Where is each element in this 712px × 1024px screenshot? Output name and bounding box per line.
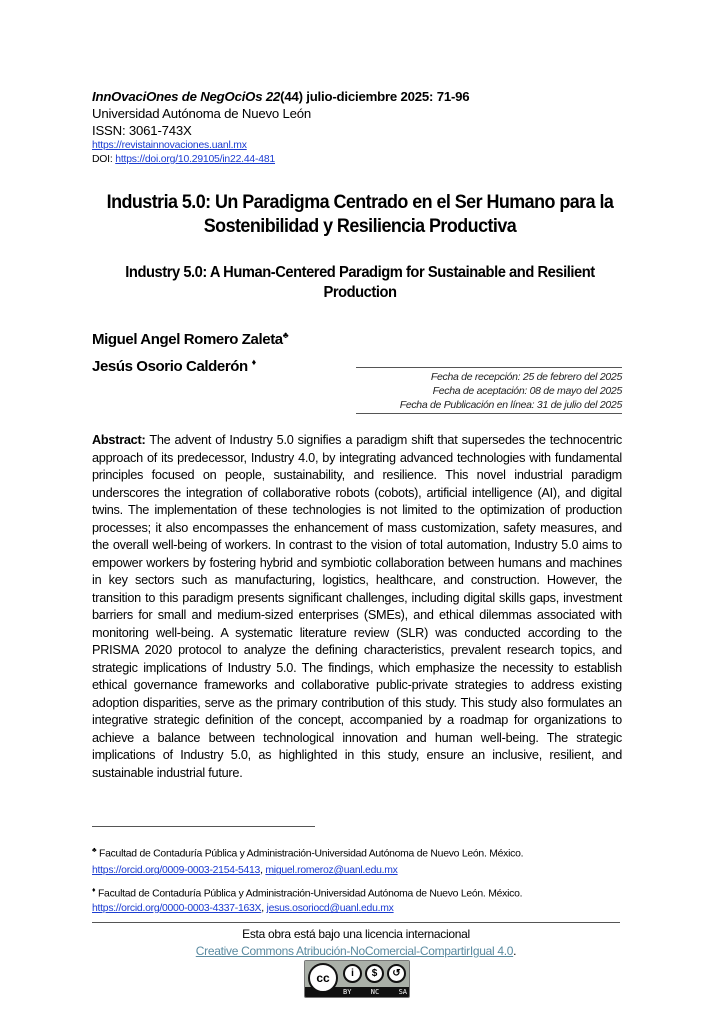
title-spanish: Industria 5.0: Un Paradigma Centrado en el Ser Humano para la Sostenibilidad y Resiliencia Productiva <box>106 191 614 237</box>
doi-link[interactable]: https://doi.org/10.29105/in22.44-481 <box>115 154 276 165</box>
orcid-link[interactable]: https://orcid.org/0009-0003-2154-5413 <box>92 865 261 877</box>
by-label: BY <box>343 988 352 996</box>
author-list <box>92 324 288 378</box>
journal-header <box>92 88 632 167</box>
author-1 <box>92 324 288 351</box>
license-divider <box>92 922 620 923</box>
nc-label: NC <box>370 988 380 996</box>
footnote-affiliation: Facultad de Contaduría Pública y Administración-Universidad Autónoma de Nuevo León. México. <box>96 848 524 860</box>
cc-by-nc-sa-badge[interactable] <box>304 960 410 998</box>
period: . <box>513 944 517 958</box>
creative-commons-link[interactable]: Creative Commons Atribución-NoComercial-CompartirIgual 4.0 <box>195 944 514 958</box>
separator: , <box>261 902 267 914</box>
author-2 <box>92 351 288 378</box>
date-received: Fecha de recepción: 25 de febrero del 2025 <box>430 371 622 383</box>
diamond-footnote-mark-icon: ♦ <box>92 887 96 895</box>
sa-label: SA <box>398 988 407 996</box>
email-link[interactable]: jesus.osoriocd@uanl.edu.mx <box>266 902 394 914</box>
journal-volume: 22 <box>265 89 281 104</box>
title-english: Industry 5.0: A Human-Centered Paradigm for Sustainable and Resilient Production <box>125 264 595 301</box>
badge-labels <box>343 987 407 997</box>
license-text: Esta obra está bajo una licencia internacional <box>242 927 470 941</box>
abstract <box>92 432 622 782</box>
club-footnote-mark-icon: ♣ <box>92 847 97 854</box>
journal-website-link[interactable]: https://revistainnovaciones.uanl.mx <box>92 140 247 151</box>
issn: ISSN: 3061-743X <box>92 123 192 138</box>
footnote-2 <box>92 882 632 916</box>
sharealike-icon: ↺ <box>387 964 406 983</box>
journal-name: InnOvaciOnes de NegOciOs <box>92 89 263 104</box>
club-footnote-mark-icon: ♣ <box>282 330 289 340</box>
license-notice <box>92 926 620 960</box>
orcid-link[interactable]: https://orcid.org/0000-0003-4337-163X <box>92 902 262 914</box>
author-name: Miguel Angel Romero Zaleta <box>92 331 283 348</box>
footnote-1 <box>92 842 632 879</box>
footnote-divider <box>92 826 315 827</box>
date-published: Fecha de Publicación en línea: 31 de julio del 2025 <box>399 399 622 411</box>
university-name: Universidad Autónoma de Nuevo León <box>92 106 312 121</box>
attribution-person-icon: i <box>343 964 362 983</box>
footnote-affiliation: Facultad de Contaduría Pública y Administración-Universidad Autónoma de Nuevo León. México. <box>95 888 523 900</box>
abstract-text: The advent of Industry 5.0 signifies a paradigm shift that supersedes the technocentric approach of its predecessor, Industry 4.0, by integrating advanced technologies with fundamental principles focused on people, sustainability, and resilience. This novel industrial paradigm underscores the integration of collaborative robots (cobots), artificial intelligence (AI), and digital twins. The implementation of these technologies is not limited to the optimization of production processes; it also encompasses the enhancement of mass customization, safety measures, and the overall well-being of workers. In contrast to the vision of total automation, Industry 5.0 aims to empower workers by fostering hybrid and symbiotic collaboration between humans and machines in key sectors such as manufacturing, logistics, healthcare, and construction. However, the transition to this paradigm presents significant challenges, including digital skills gaps, investment barriers for small and medium-sized enterprises (SMEs), and ethical dilemmas associated with monitoring well-being. A systematic literature review (SLR) was conducted according to the PRISMA 2020 protocol to analyze the defining characteristics, prevalent research topics, and strategic implications of Industry 5.0. The findings, which emphasize the necessity to establish ethical governance frameworks and collaborative public-private strategies to address existing adoption disparities, serve as the primary contribution of this study. This study also formulates an integrative strategic definition of the concept, accompanied by a roadmap for organizations to achieve a balance between technological innovation and human well-being. The strategic implications of Industry 5.0, as highlighted in this study, ensure an inclusive, resilient, and sustainable industrial future. <box>92 433 622 780</box>
journal-issue-pages: (44) julio-diciembre 2025: 71-96 <box>280 89 470 104</box>
journal-citation <box>92 88 632 105</box>
publication-dates <box>356 367 622 414</box>
abstract-label: Abstract: <box>92 433 146 447</box>
footnotes <box>92 842 632 920</box>
separator: , <box>260 865 266 877</box>
diamond-footnote-mark-icon: ♦ <box>251 357 256 367</box>
doi-label: DOI: <box>92 154 116 165</box>
email-link[interactable]: miguel.romeroz@uanl.edu.mx <box>265 865 398 877</box>
cc-logo-icon: cc <box>308 963 338 993</box>
doi-line <box>92 153 632 167</box>
author-name: Jesús Osorio Calderón <box>92 358 248 375</box>
date-accepted: Fecha de aceptación: 08 de mayo del 2025 <box>432 385 622 397</box>
noncommercial-dollar-icon: $ <box>365 964 384 983</box>
